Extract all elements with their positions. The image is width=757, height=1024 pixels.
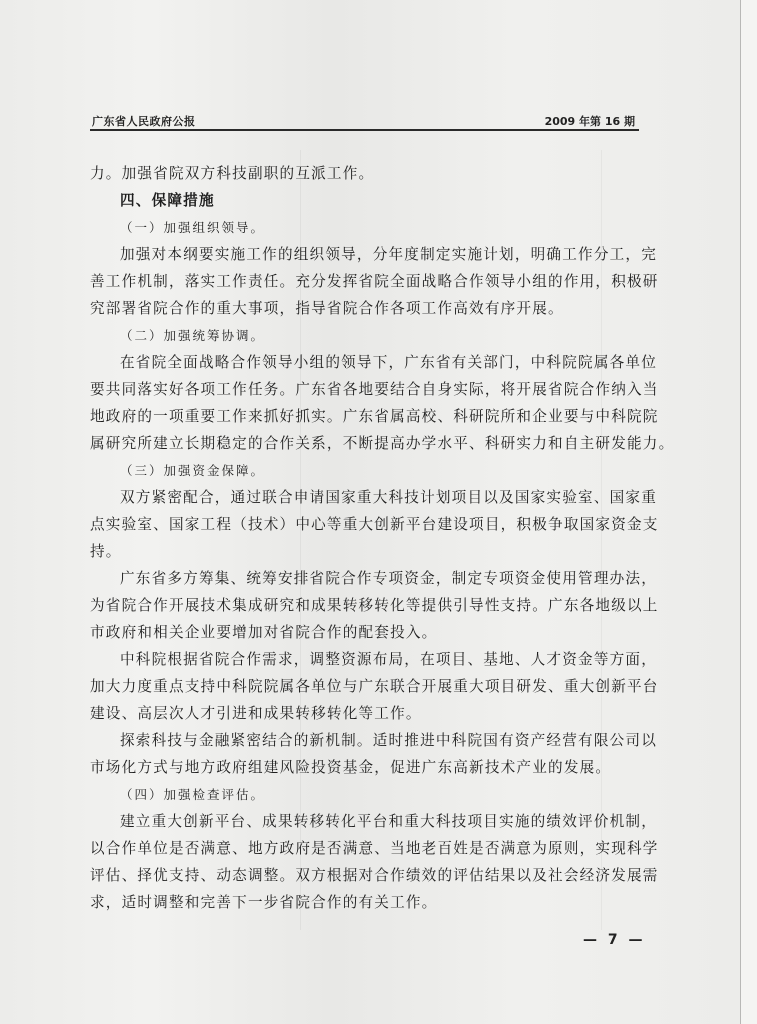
section-heading: 四、保障措施 [120, 192, 215, 209]
subsection-heading: （一）加强组织领导。 [120, 220, 266, 235]
text-line: 加大力度重点支持中科院院属各单位与广东联合开展重大项目研发、重大创新平台 [90, 678, 659, 695]
text-line: 广东省多方筹集、统筹安排省院合作专项资金，制定专项资金使用管理办法， [120, 570, 657, 587]
header-divider [90, 129, 639, 131]
text-line: 市政府和相关企业要增加对省院合作的配套投入。 [90, 624, 438, 641]
text-line: 中科院根据省院合作需求，调整资源布局，在项目、基地、人才资金等方面， [120, 651, 657, 668]
page-number: — 7 — [583, 932, 646, 948]
text-line: 善工作机制，落实工作责任。充分发挥省院全面战略合作领导小组的作用，积极研 [90, 273, 659, 290]
text-line: 以合作单位是否满意、地方政府是否满意、当地老百姓是否满意为原则，实现科学 [90, 840, 659, 857]
text-line: 属研究所建立长期稳定的合作关系，不断提高办学水平、科研实力和自主研发能力。 [90, 435, 675, 452]
text-line: 建立重大创新平台、成果转移转化平台和重大科技项目实施的绩效评价机制， [120, 813, 657, 830]
text-line: 点实验室、国家工程（技术）中心等重大创新平台建设项目，积极争取国家资金支 [90, 516, 659, 533]
text-line: 双方紧密配合，通过联合申请国家重大科技计划项目以及国家实验室、国家重 [120, 489, 657, 506]
text-line: 在省院全面战略合作领导小组的领导下，广东省有关部门，中科院院属各单位 [120, 354, 657, 371]
text-line: 要共同落实好各项工作任务。广东省各地要结合自身实际，将开展省院合作纳入当 [90, 381, 659, 398]
text-line: 加强对本纲要实施工作的组织领导，分年度制定实施计划，明确工作分工，完 [120, 246, 657, 263]
text-line: 评估、择优支持、动态调整。双方根据对合作绩效的评估结果以及社会经济发展需 [90, 867, 659, 884]
text-line: 地政府的一项重要工作来抓好抓实。广东省属高校、科研院所和企业要与中科院院 [90, 408, 659, 425]
publication-title: 广东省人民政府公报 [92, 115, 196, 128]
text-line: 求，适时调整和完善下一步省院合作的有关工作。 [90, 894, 438, 911]
adjacent-page-edge [740, 0, 757, 1024]
subsection-heading: （四）加强检查评估。 [120, 787, 266, 802]
text-line: 持。 [90, 543, 122, 560]
text-line: 究部署省院合作的重大事项，指导省院合作各项工作高效有序开展。 [90, 300, 564, 317]
text-line: 市场化方式与地方政府组建风险投资基金，促进广东高新技术产业的发展。 [90, 759, 612, 776]
text-line: 探索科技与金融紧密结合的新机制。适时推进中科院国有资产经营有限公司以 [120, 732, 657, 749]
issue-number: 2009 年第 16 期 [544, 115, 635, 128]
text-line: 为省院合作开展技术集成研究和成果转移转化等提供引导性支持。广东各地级以上 [90, 597, 659, 614]
subsection-heading: （三）加强资金保障。 [120, 463, 266, 478]
subsection-heading: （二）加强统筹协调。 [120, 328, 266, 343]
text-line: 力。加强省院双方科技副职的互派工作。 [90, 165, 375, 182]
text-line: 建设、高层次人才引进和成果转移转化等工作。 [90, 705, 422, 722]
page-header [90, 111, 639, 129]
body-text [90, 160, 675, 916]
